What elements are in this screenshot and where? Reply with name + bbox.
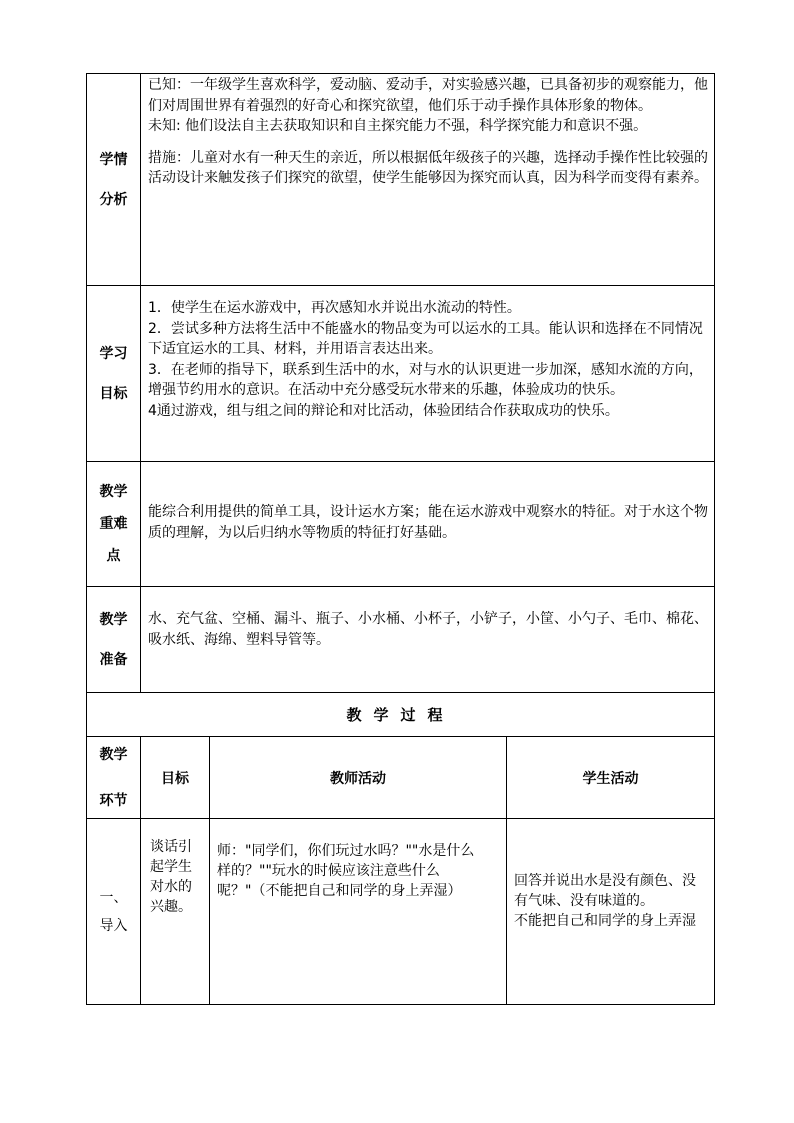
goal-item: 1．使学生在运水游戏中，再次感知水并说出水流动的特性。	[148, 300, 521, 316]
process-row-intro	[87, 819, 715, 1005]
analysis-label: 学情 分析	[87, 74, 141, 286]
stage-header: 教学 环节	[87, 737, 141, 819]
intro-goal: 谈话引起学生对水的兴趣。	[141, 819, 210, 1005]
preparation-label: 教学 准备	[87, 587, 141, 693]
key-points-label: 教学 重难 点	[87, 462, 141, 587]
process-title: 教学过程	[87, 693, 715, 737]
stage-intro: 一、 导入	[87, 819, 141, 1005]
lesson-plan-table	[86, 73, 715, 1005]
goal-item: 2．尝试多种方法将生活中不能盛水的物品变为可以运水的工具。能认识和选择在不同情况下适宜运水的工具、材料，并用语言表达出来。	[148, 320, 703, 357]
preparation-row	[87, 587, 715, 693]
analysis-row	[87, 74, 715, 286]
process-title-row	[87, 693, 715, 737]
analysis-content	[141, 74, 715, 286]
analysis-unknown: 未知: 他们设法自主去获取知识和自主探究能力不强，科学探究能力和意识不强。	[148, 118, 648, 134]
preparation-content: 水、充气盆、空桶、漏斗、瓶子、小水桶、小杯子，小铲子，小筐、小勺子、毛巾、棉花、吸水纸、海绵、塑料导管等。	[141, 587, 715, 693]
key-points-row	[87, 462, 715, 587]
analysis-known: 已知：一年级学生喜欢科学，爱动脑、爱动手，对实验感兴趣，已具备初步的观察能力，他们对周围世界有着强烈的好奇心和探究欲望，他们乐于动手操作具体形象的物体。	[148, 77, 708, 114]
goals-label: 学习 目标	[87, 286, 141, 462]
goal-item: 3．在老师的指导下，联系到生活中的水，对与水的认识更进一步加深，感知水流的方向，增强节约用水的意识。在活动中充分感受玩水带来的乐趣，体验成功的快乐。	[148, 361, 703, 398]
student-header: 学生活动	[507, 737, 715, 819]
analysis-measures: 措施：儿童对水有一种天生的亲近，所以根据低年级孩子的兴趣，选择动手操作性比较强的活动设计来触发孩子们探究的欲望，使学生能够因为探究而认真，因为科学而变得有素养。	[148, 149, 708, 186]
intro-teacher-activity: 师："同学们，你们玩过水吗？""水是什么样的？""玩水的时候应该注意些什么呢？"（不能把自己和同学的身上弄湿）	[210, 819, 507, 1005]
key-points-content: 能综合利用提供的简单工具，设计运水方案；能在运水游戏中观察水的特征。对于水这个物质的理解，为以后归纳水等物质的特征打好基础。	[141, 462, 715, 587]
goals-row	[87, 286, 715, 462]
intro-student-activity: 回答并说出水是没有颜色、没有气味、没有味道的。 不能把自己和同学的身上弄湿	[507, 819, 715, 1005]
teacher-header: 教师活动	[210, 737, 507, 819]
goal-item: 4通过游戏，组与组之间的辩论和对比活动，体验团结合作获取成功的快乐。	[148, 402, 619, 419]
process-header-row	[87, 737, 715, 819]
goals-content	[141, 286, 715, 462]
goal-header: 目标	[141, 737, 210, 819]
